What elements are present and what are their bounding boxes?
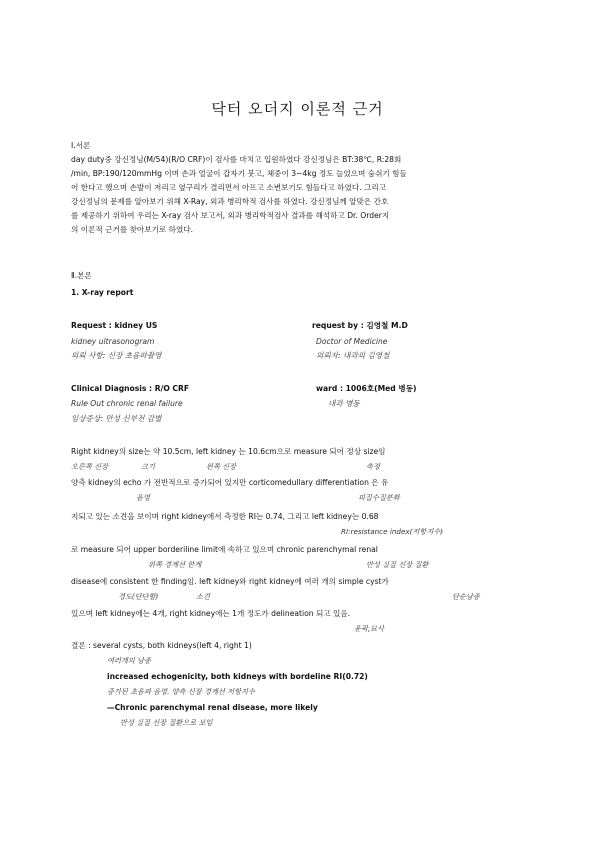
gloss: 오른쪽 신장 [71, 462, 109, 471]
intro-paragraph [71, 153, 529, 236]
findings-line-3: 지되고 있는 소견을 보이며 right kidney에서 측정한 RI는 0.74, 그리고 left kidney는 0.68 [71, 512, 379, 521]
ward-label: ward : 1006호(Med 병동) [316, 384, 417, 393]
findings-line-5: disease에 consistent 한 finding임. left kidney와 right kidney에 여러 개의 simple cyst가 [71, 577, 389, 586]
gloss: 위쪽 경계선 한계 [148, 560, 202, 569]
body-heading: Ⅱ.본론 [71, 271, 92, 280]
gloss: 경도(단단함) [118, 592, 159, 601]
intro-line: 어 한다고 했으며 손발이 저리고 옆구리가 결리면서 아프고 소변보기도 힘들다고 하였다. 그리고 [71, 182, 387, 192]
intro-line: 를 제공하기 위하여 우리는 X-ray 검사 보고서, 외과 병리학적검사 결과를 해석하고 Dr. Order지 [71, 210, 390, 220]
gloss: 측정 [366, 462, 380, 471]
intro-heading: Ⅰ.서론 [71, 141, 91, 150]
gloss: 여러개의 낭종 [107, 656, 151, 665]
request-label: Request : kidney US [71, 321, 158, 330]
gloss: 소견 [196, 592, 210, 601]
findings-line-4: 로 measure 되어 upper borderiline limit에 속하고 있으며 chronic parenchymal renal [71, 545, 378, 554]
gloss: 증가된 초음파 음영. 양측 신장 경계선 저항지수 [107, 687, 255, 696]
request-ko: 의뢰 사항: 신장 초음파촬영 [71, 351, 162, 360]
findings-line-6: 있으며 left kidney에는 4개, right kidney에는 1개 정도가 delineation 되고 있음. [71, 609, 351, 618]
clinical-diagnosis: Clinical Diagnosis : R/O CRF [71, 384, 190, 393]
conclusion-line-1: 결론 : several cysts, both kidneys(left 4, right 1) [71, 641, 252, 650]
gloss: 만성 실질 신장 질환 [366, 560, 429, 569]
gloss: 음영 [136, 493, 150, 502]
findings-line-2: 양측 kidney의 echo 가 전반적으로 증가되어 있지만 corticomedullary differentiation 은 유 [71, 478, 389, 487]
gloss: 만성 실질 신장 질환으로 보임 [120, 718, 213, 727]
conclusion-line-3: —Chronic parenchymal renal disease, more likely [107, 703, 318, 712]
gloss: 피질수질분화 [358, 493, 400, 502]
gloss: 크기 [141, 462, 155, 471]
request-en: kidney ultrasonogram [71, 337, 155, 346]
ward-ko: 내과 병동 [328, 399, 360, 408]
request-by-en: Doctor of Medicine [316, 337, 388, 346]
gloss: RI:resistance index(저항지수) [341, 527, 444, 536]
conclusion-line-2: increased echogenicity, both kidneys with bordeline RI(0.72) [107, 672, 368, 681]
intro-line: /min, BP:190/120mmHg 이며 손과 얼굴이 갑자기 붓고, 체중이 3~4kg 정도 늘었으며 숨쉬기 힘들 [71, 168, 407, 178]
gloss: 윤곽,묘사 [354, 624, 385, 633]
gloss: 왼쪽 신장 [206, 462, 237, 471]
intro-line: 의 이론적 근거를 찾아보기로 하였다. [71, 224, 194, 234]
findings-line-1: Right kidney의 size는 약 10.5cm, left kidney 는 10.6cm으로 measure 되어 정상 size임 [71, 447, 386, 456]
diagnosis-en: Rule Out chronic renal failure [71, 399, 183, 408]
section-xray-report: 1. X-ray report [71, 288, 134, 297]
page-title: 닥터 오더지 이론적 근거 [211, 100, 384, 118]
request-by-ko: 의뢰자: 내과의 김영철 [316, 351, 390, 360]
diagnosis-ko: 임상증상: 만성 신부전 감별 [71, 414, 162, 423]
request-by-label: request by : 김영철 M.D [312, 321, 408, 330]
intro-line: 강신정님의 문제를 알아보기 위해 X-Ray, 외과 병리학적 검사를 하였다. 강신정님께 알맞은 간호 [71, 196, 389, 206]
gloss: 단순낭종 [452, 592, 480, 601]
intro-line: day duty중 강신정님(M/54)(R/O CRF)이 검사를 마치고 입원하였다 강신정님은 BT:38℃, R:28회 [71, 155, 402, 164]
